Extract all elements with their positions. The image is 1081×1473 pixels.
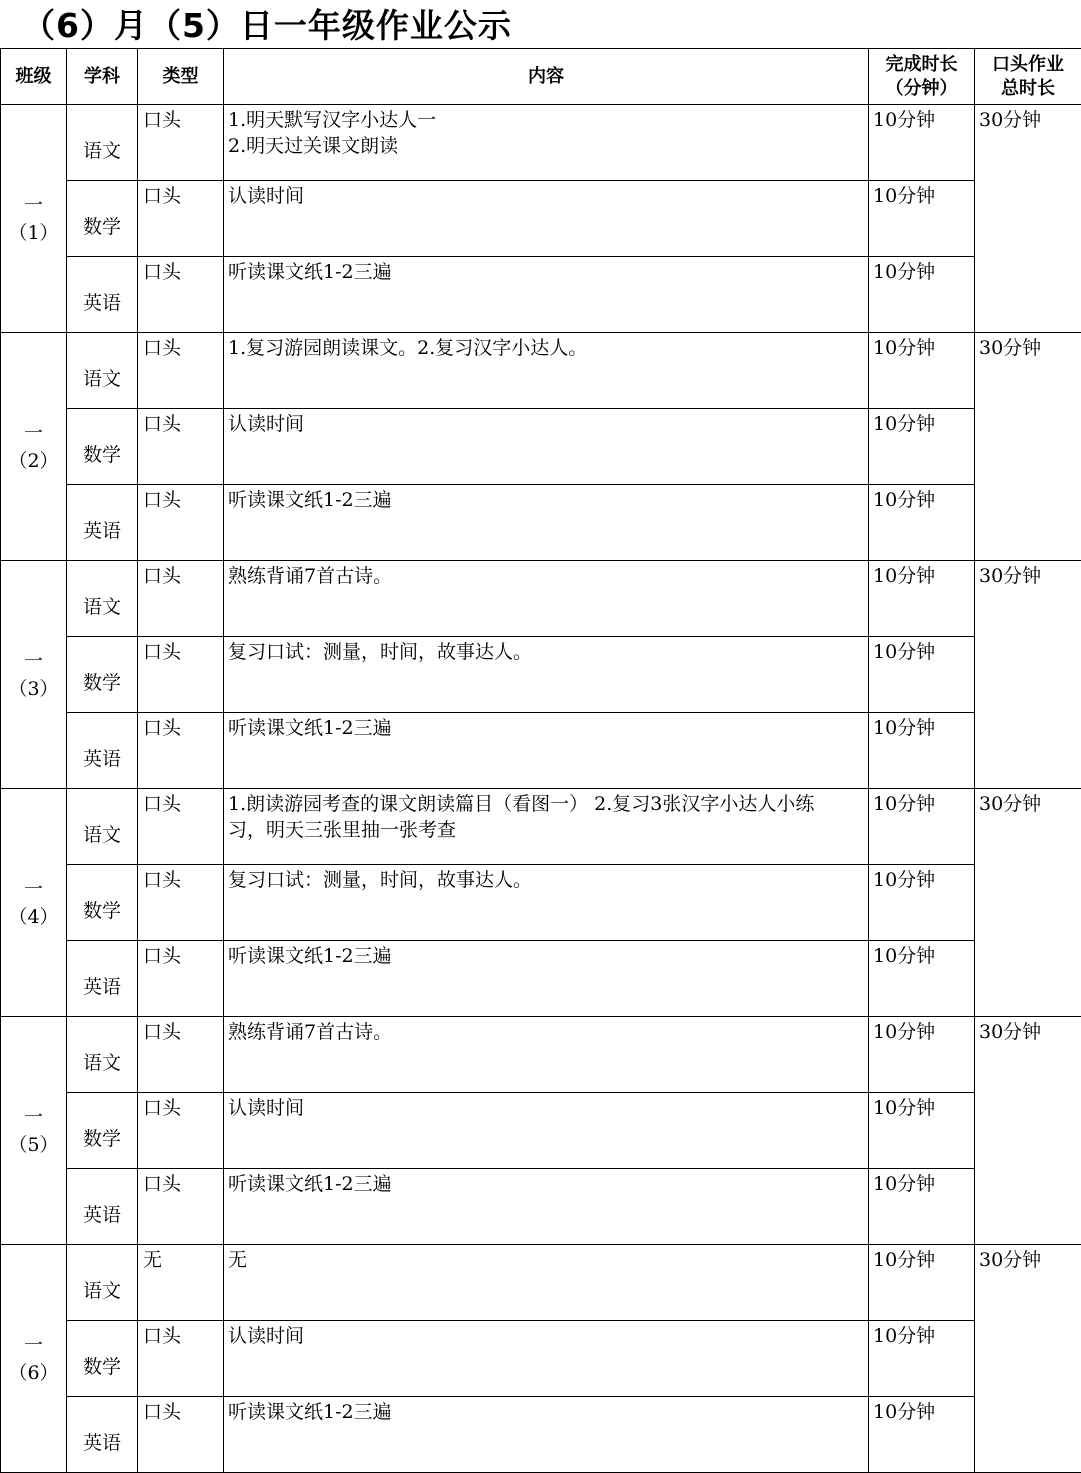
class-grade: 一: [23, 193, 43, 216]
type-cell: 无: [138, 1245, 224, 1321]
table-row: [1, 1093, 1081, 1169]
duration-cell: 10分钟: [869, 789, 975, 865]
table-row: [1, 561, 1081, 637]
subject-cell: 语文: [67, 1245, 138, 1321]
content-cell: [224, 1245, 869, 1321]
class-cell: [1, 789, 67, 1017]
table-row: [1, 257, 1081, 333]
content-cell: [224, 1321, 869, 1397]
content-line: 习，明天三张里抽一张考查: [228, 819, 457, 841]
table-row: [1, 941, 1081, 1017]
type-cell: 口头: [138, 333, 224, 409]
content-line: 听读课文纸1-2三遍: [228, 945, 392, 967]
header-subject: 学科: [67, 49, 138, 105]
class-number: （3）: [8, 677, 59, 700]
duration-cell: 10分钟: [869, 1245, 975, 1321]
subject-cell: 英语: [67, 713, 138, 789]
content-cell: [224, 1017, 869, 1093]
content-cell: [224, 789, 869, 865]
subject-cell: 数学: [67, 181, 138, 257]
subject-cell: 英语: [67, 1169, 138, 1245]
content-line: 听读课文纸1-2三遍: [228, 1401, 392, 1423]
duration-cell: 10分钟: [869, 1093, 975, 1169]
subject-cell: 英语: [67, 257, 138, 333]
content-cell: [224, 713, 869, 789]
class-cell: [1, 333, 67, 561]
subject-cell: 数学: [67, 409, 138, 485]
content-line: 认读时间: [228, 1097, 305, 1119]
subject-cell: 语文: [67, 333, 138, 409]
oral-total-cell: 30分钟: [975, 561, 1081, 789]
subject-cell: 语文: [67, 105, 138, 181]
table-row: [1, 1017, 1081, 1093]
content-cell: [224, 1093, 869, 1169]
content-line: 1.明天默写汉字小达人一: [228, 109, 437, 131]
class-grade: 一: [23, 421, 43, 444]
content-line: 1.朗读游园考查的课文朗读篇目（看图一） 2.复习3张汉字小达人小练: [228, 793, 815, 815]
duration-cell: 10分钟: [869, 1321, 975, 1397]
header-class: 班级: [1, 49, 67, 105]
class-grade: 一: [23, 877, 43, 900]
class-grade: 一: [23, 649, 43, 672]
duration-cell: 10分钟: [869, 713, 975, 789]
subject-cell: 语文: [67, 789, 138, 865]
class-cell: [1, 561, 67, 789]
duration-cell: 10分钟: [869, 485, 975, 561]
content-line: 1.复习游园朗读课文。2.复习汉字小达人。: [228, 337, 588, 359]
content-line: 无: [228, 1249, 248, 1271]
oral-total-cell: 30分钟: [975, 105, 1081, 333]
content-line: 熟练背诵7首古诗。: [228, 1021, 393, 1043]
subject-cell: 数学: [67, 637, 138, 713]
oral-total-cell: 30分钟: [975, 1017, 1081, 1245]
header-duration-line1: 完成时长: [885, 53, 958, 75]
content-line: 认读时间: [228, 413, 305, 435]
content-line: 听读课文纸1-2三遍: [228, 717, 392, 739]
duration-cell: 10分钟: [869, 181, 975, 257]
type-cell: 口头: [138, 485, 224, 561]
content-cell: [224, 1169, 869, 1245]
type-cell: 口头: [138, 1169, 224, 1245]
header-oral-total-line2: 总时长: [1001, 77, 1055, 99]
type-cell: 口头: [138, 1017, 224, 1093]
header-row: [1, 49, 1081, 105]
header-duration-line2: （分钟）: [885, 77, 958, 99]
duration-cell: 10分钟: [869, 561, 975, 637]
duration-cell: 10分钟: [869, 637, 975, 713]
subject-cell: 英语: [67, 1397, 138, 1473]
class-cell: [1, 105, 67, 333]
table-row: [1, 713, 1081, 789]
oral-total-cell: 30分钟: [975, 1245, 1081, 1473]
oral-total-cell: 30分钟: [975, 333, 1081, 561]
duration-cell: 10分钟: [869, 257, 975, 333]
table-row: [1, 181, 1081, 257]
subject-cell: 数学: [67, 1321, 138, 1397]
content-line: 听读课文纸1-2三遍: [228, 489, 392, 511]
oral-total-cell: 30分钟: [975, 789, 1081, 1017]
duration-cell: 10分钟: [869, 1397, 975, 1473]
duration-cell: 10分钟: [869, 941, 975, 1017]
content-cell: [224, 941, 869, 1017]
class-number: （6）: [8, 1361, 59, 1384]
content-cell: [224, 257, 869, 333]
header-duration: [869, 49, 975, 105]
content-line: 听读课文纸1-2三遍: [228, 1173, 392, 1195]
type-cell: 口头: [138, 1397, 224, 1473]
duration-cell: 10分钟: [869, 865, 975, 941]
class-number: （5）: [8, 1133, 59, 1156]
content-cell: [224, 181, 869, 257]
page-title: （6）月（5）日一年级作业公示: [22, 6, 512, 45]
table-row: [1, 105, 1081, 181]
duration-cell: 10分钟: [869, 333, 975, 409]
duration-cell: 10分钟: [869, 409, 975, 485]
content-line: 复习口试：测量，时间，故事达人。: [228, 641, 533, 663]
class-grade: 一: [23, 1333, 43, 1356]
type-cell: 口头: [138, 181, 224, 257]
type-cell: 口头: [138, 637, 224, 713]
table-row: [1, 333, 1081, 409]
type-cell: 口头: [138, 789, 224, 865]
class-number: （2）: [8, 449, 59, 472]
type-cell: 口头: [138, 409, 224, 485]
subject-cell: 英语: [67, 941, 138, 1017]
content-line: 复习口试：测量，时间，故事达人。: [228, 869, 533, 891]
content-cell: [224, 865, 869, 941]
type-cell: 口头: [138, 561, 224, 637]
table-row: [1, 1169, 1081, 1245]
content-line: 2.明天过关课文朗读: [228, 135, 399, 157]
table-row: [1, 637, 1081, 713]
table-row: [1, 1321, 1081, 1397]
content-cell: [224, 485, 869, 561]
type-cell: 口头: [138, 941, 224, 1017]
content-cell: [224, 409, 869, 485]
content-cell: [224, 105, 869, 181]
content-cell: [224, 1397, 869, 1473]
class-grade: 一: [23, 1105, 43, 1128]
header-type: 类型: [138, 49, 224, 105]
subject-cell: 数学: [67, 865, 138, 941]
duration-cell: 10分钟: [869, 1017, 975, 1093]
table-row: [1, 1397, 1081, 1473]
class-cell: [1, 1245, 67, 1473]
content-line: 听读课文纸1-2三遍: [228, 261, 392, 283]
type-cell: 口头: [138, 865, 224, 941]
header-oral-total: [975, 49, 1081, 105]
class-number: （1）: [8, 221, 59, 244]
table-row: [1, 409, 1081, 485]
class-cell: [1, 1017, 67, 1245]
type-cell: 口头: [138, 105, 224, 181]
header-oral-total-line1: 口头作业: [992, 53, 1064, 75]
type-cell: 口头: [138, 713, 224, 789]
content-cell: [224, 333, 869, 409]
type-cell: 口头: [138, 1093, 224, 1169]
homework-table: [0, 48, 1081, 1473]
type-cell: 口头: [138, 1321, 224, 1397]
table-row: [1, 865, 1081, 941]
table-row: [1, 789, 1081, 865]
class-number: （4）: [8, 905, 59, 928]
subject-cell: 数学: [67, 1093, 138, 1169]
subject-cell: 语文: [67, 1017, 138, 1093]
duration-cell: 10分钟: [869, 1169, 975, 1245]
content-line: 认读时间: [228, 1325, 305, 1347]
type-cell: 口头: [138, 257, 224, 333]
subject-cell: 语文: [67, 561, 138, 637]
subject-cell: 英语: [67, 485, 138, 561]
header-content: 内容: [224, 49, 869, 105]
content-cell: [224, 637, 869, 713]
content-line: 熟练背诵7首古诗。: [228, 565, 393, 587]
table-row: [1, 1245, 1081, 1321]
content-line: 认读时间: [228, 185, 305, 207]
content-cell: [224, 561, 869, 637]
table-row: [1, 485, 1081, 561]
duration-cell: 10分钟: [869, 105, 975, 181]
